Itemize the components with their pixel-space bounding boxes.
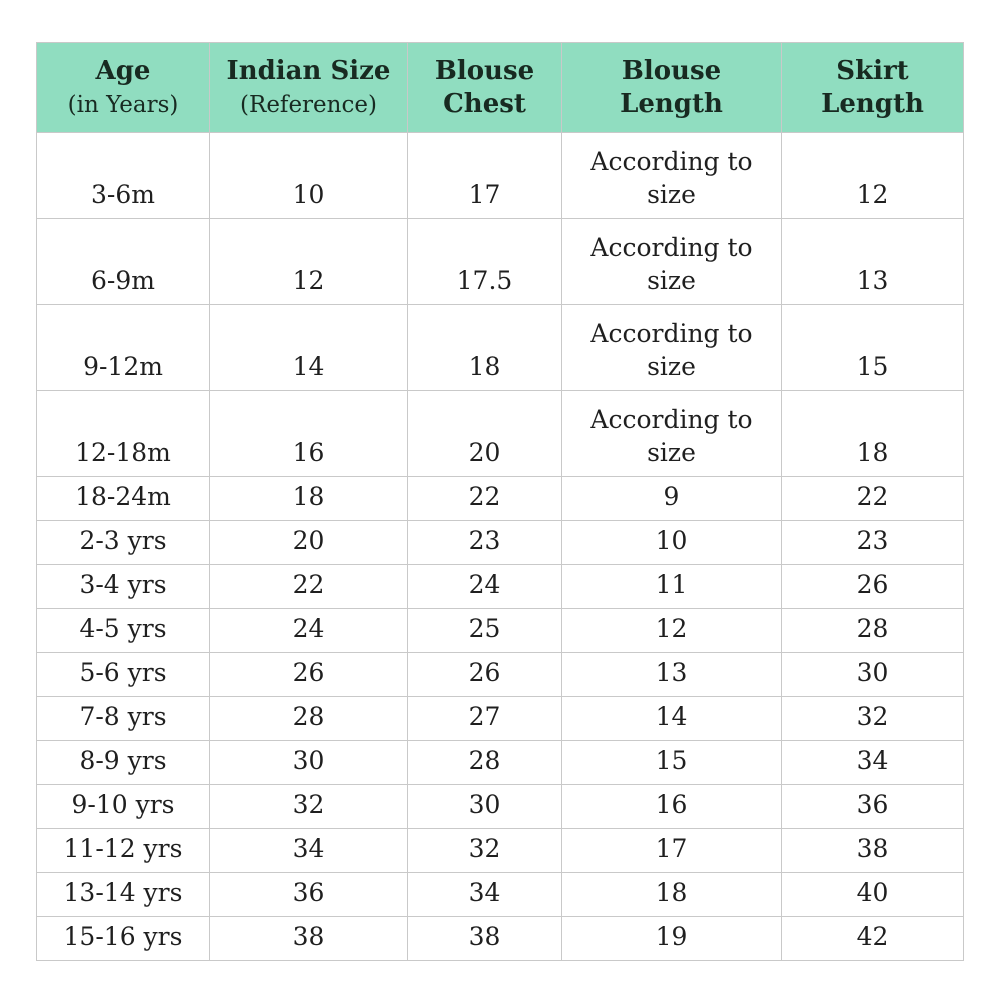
table-cell: 7-8 yrs (37, 697, 210, 741)
table-cell: 26 (408, 653, 562, 697)
table-row (37, 477, 964, 521)
column-header (782, 43, 964, 133)
table-cell: 30 (782, 653, 964, 697)
table-cell: 20 (408, 391, 562, 477)
table-row (37, 521, 964, 565)
table-cell: 10 (562, 521, 782, 565)
table-cell: 6-9m (37, 219, 210, 305)
table-row (37, 741, 964, 785)
table-cell: 32 (210, 785, 408, 829)
column-header (210, 43, 408, 133)
table-cell: 42 (782, 917, 964, 961)
table-row (37, 829, 964, 873)
table-cell: 12 (210, 219, 408, 305)
table-cell: According to size (562, 391, 782, 477)
table-cell: 8-9 yrs (37, 741, 210, 785)
table-cell: 18 (782, 391, 964, 477)
table-cell: 12-18m (37, 391, 210, 477)
table-cell: 14 (562, 697, 782, 741)
table-cell: 11-12 yrs (37, 829, 210, 873)
table-cell: 32 (782, 697, 964, 741)
table-cell: 22 (782, 477, 964, 521)
column-subtitle: Length (821, 88, 924, 119)
table-row (37, 133, 964, 219)
table-cell: 34 (782, 741, 964, 785)
table-cell: 22 (408, 477, 562, 521)
column-header (408, 43, 562, 133)
table-cell: 40 (782, 873, 964, 917)
table-cell: 16 (562, 785, 782, 829)
table-cell: 18 (210, 477, 408, 521)
table-row (37, 785, 964, 829)
table-row (37, 697, 964, 741)
table-cell: 25 (408, 609, 562, 653)
table-cell: 30 (210, 741, 408, 785)
table-row (37, 219, 964, 305)
table-cell: 28 (408, 741, 562, 785)
table-cell: 12 (562, 609, 782, 653)
size-chart-table (36, 42, 964, 961)
column-title: Indian Size (226, 56, 391, 86)
table-cell: 20 (210, 521, 408, 565)
table-cell: 26 (210, 653, 408, 697)
table-cell: 23 (408, 521, 562, 565)
table-cell: 18-24m (37, 477, 210, 521)
column-title: Blouse (621, 56, 722, 86)
table-cell: 16 (210, 391, 408, 477)
table-cell: 34 (408, 873, 562, 917)
table-cell: 4-5 yrs (37, 609, 210, 653)
table-cell: 9-12m (37, 305, 210, 391)
table-row (37, 653, 964, 697)
table-cell: 38 (408, 917, 562, 961)
table-cell: 11 (562, 565, 782, 609)
table-cell: 17 (408, 133, 562, 219)
table-cell: 15 (782, 305, 964, 391)
table-cell: According to size (562, 305, 782, 391)
table-cell: 19 (562, 917, 782, 961)
table-cell: 14 (210, 305, 408, 391)
table-cell: 5-6 yrs (37, 653, 210, 697)
table-cell: 13 (782, 219, 964, 305)
header-row (37, 43, 964, 133)
table-cell: 18 (408, 305, 562, 391)
table-cell: 36 (210, 873, 408, 917)
column-subtitle: (Reference) (240, 91, 377, 118)
table-cell: 36 (782, 785, 964, 829)
table-cell: 15-16 yrs (37, 917, 210, 961)
column-title: Age (95, 56, 151, 86)
table-cell: 24 (210, 609, 408, 653)
column-subtitle: (in Years) (67, 91, 179, 118)
table-cell: 12 (782, 133, 964, 219)
table-cell: 17.5 (408, 219, 562, 305)
table-cell: According to size (562, 219, 782, 305)
column-subtitle: Length (620, 88, 723, 119)
table-body (37, 133, 964, 961)
table-row (37, 917, 964, 961)
table-cell: 26 (782, 565, 964, 609)
table-cell: 13-14 yrs (37, 873, 210, 917)
table-cell: According to size (562, 133, 782, 219)
table-row (37, 565, 964, 609)
table-cell: 27 (408, 697, 562, 741)
table-cell: 10 (210, 133, 408, 219)
table-cell: 13 (562, 653, 782, 697)
table-cell: 23 (782, 521, 964, 565)
table-header (37, 43, 964, 133)
column-title: Skirt (836, 56, 909, 86)
table-cell: 15 (562, 741, 782, 785)
table-cell: 17 (562, 829, 782, 873)
table-cell: 9 (562, 477, 782, 521)
column-title: Blouse (434, 56, 535, 86)
table-cell: 28 (210, 697, 408, 741)
table-cell: 3-6m (37, 133, 210, 219)
table-cell: 34 (210, 829, 408, 873)
table-cell: 22 (210, 565, 408, 609)
table-row (37, 391, 964, 477)
table-cell: 38 (210, 917, 408, 961)
column-header (562, 43, 782, 133)
table-cell: 24 (408, 565, 562, 609)
table-cell: 18 (562, 873, 782, 917)
table-row (37, 305, 964, 391)
table-cell: 32 (408, 829, 562, 873)
table-row (37, 609, 964, 653)
table-cell: 30 (408, 785, 562, 829)
table-cell: 3-4 yrs (37, 565, 210, 609)
table-cell: 38 (782, 829, 964, 873)
column-subtitle: Chest (443, 88, 526, 119)
table-cell: 9-10 yrs (37, 785, 210, 829)
column-header (37, 43, 210, 133)
table-row (37, 873, 964, 917)
table-cell: 2-3 yrs (37, 521, 210, 565)
table-cell: 28 (782, 609, 964, 653)
